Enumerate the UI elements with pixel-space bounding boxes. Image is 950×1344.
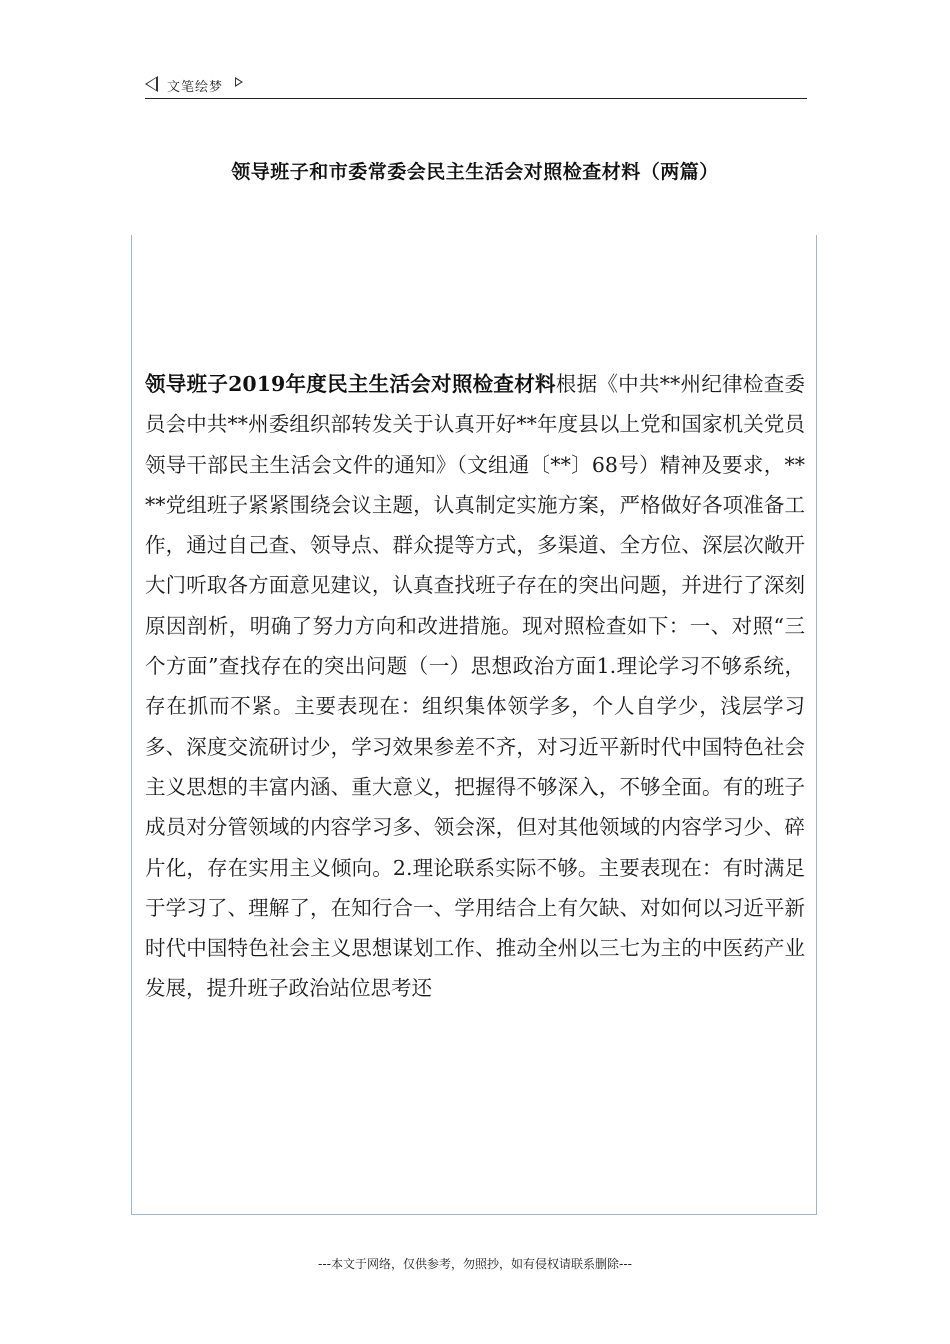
- triangle-right-icon: [235, 77, 243, 87]
- document-title: 领导班子和市委常委会民主生活会对照检查材料（两篇）: [231, 161, 719, 183]
- body-text: 根据《中共**州纪律检查委员会中共**州委组织部转发关于认真开好**年度县以上党和国家机关党员领导干部民主生活会文件的通知》（文组通〔**〕68号）精神及要求，****党组班子紧紧围绕会议主题，认真制定实施方案，严格做好各项准备工作，通过自己查、领导点、群众提等方式，多渠道、全方位、深层次敞开大门听取各方面意见建议，认真查找班子存在的突出问题，并进行了深刻原因剖析，明确了努力方向和改进措施。现对照检查如下：一、对照“三个方面”查找存在的突出问题（一）思想政治方面1.理论学习不够系统，存在抓而不紧。主要表现在：组织集体领学多，个人自学少，浅层学习多、深度交流研讨少，学习效果参差不齐，对习近平新时代中国特色社会主义思想的丰富内涵、重大意义，把握得不够深入，不够全面。有的班子成员对分管领域的内容学习多、领会深，但对其他领域的内容学习少、碎片化，存在实用主义倾向。2.理论联系实际不够。主要表现在：有时满足于学习了、理解了，在知行合一、学用结合上有欠缺、对如何以习近平新时代中国特色社会主义思想谋划工作、推动全州以三七为主的中医药产业发展，提升班子政治站位思考还: [145, 372, 805, 1001]
- footer-notice: ---本文于网络，仅供参考，勿照抄，如有侵权请联系删除---: [318, 1257, 632, 1271]
- triangle-left-icon: [145, 76, 158, 92]
- brand-name: 文笔绘梦: [167, 80, 224, 95]
- lead-heading: 领导班子2019年度民主生活会对照检查材料: [145, 372, 556, 396]
- body-paragraph: [145, 364, 805, 1009]
- page-header: [145, 74, 807, 99]
